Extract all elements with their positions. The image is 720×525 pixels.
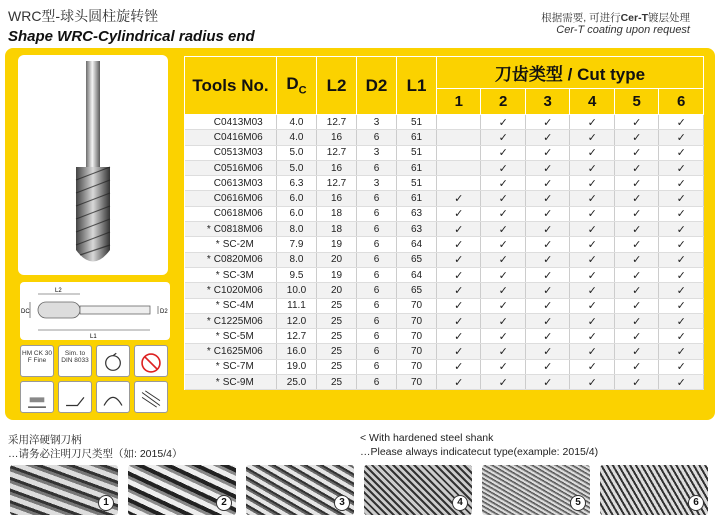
table-row [185, 313, 704, 328]
cell-cut-5: ✓ [614, 115, 658, 130]
cell-cut-3: ✓ [525, 298, 569, 313]
cut-type-number: 1 [98, 495, 114, 511]
cell-cut-4: ✓ [570, 160, 614, 175]
diagram-label-l2: L2 [55, 288, 62, 294]
cell-cut-1 [437, 145, 481, 160]
type-note-cn: …请务必注明刀尺类型（如: 2015/4） [8, 448, 183, 460]
recommended-star: * [206, 315, 211, 327]
table-row [185, 222, 704, 237]
cell-cut-2: ✓ [481, 160, 525, 175]
table-row [185, 359, 704, 374]
header-cut-5: 5 [614, 89, 658, 115]
cell-cut-3: ✓ [525, 313, 569, 328]
cell-cut-1: ✓ [437, 344, 481, 359]
cell-cut-5: ✓ [614, 252, 658, 267]
cell-dc: 10.0 [277, 283, 317, 298]
cell-cut-3: ✓ [525, 191, 569, 206]
cell-cut-2: ✓ [481, 191, 525, 206]
header-cut-6: 6 [659, 89, 704, 115]
cell-cut-4: ✓ [570, 283, 614, 298]
cell-cut-1: ✓ [437, 206, 481, 221]
cell-d2: 6 [357, 237, 397, 252]
cell-cut-3: ✓ [525, 375, 569, 390]
cell-cut-3: ✓ [525, 160, 569, 175]
tool-number: C0820M06 [213, 254, 263, 266]
cell-cut-6: ✓ [659, 313, 704, 328]
cell-cut-2: ✓ [481, 222, 525, 237]
cell-l2: 16 [317, 191, 357, 206]
cell-dc: 4.0 [277, 115, 317, 130]
cell-cut-5: ✓ [614, 359, 658, 374]
cut-type-sample-6 [600, 465, 708, 515]
title-cn: WRC型-球头圆柱旋转锉 [8, 8, 159, 24]
cell-cut-5: ✓ [614, 313, 658, 328]
table-row [185, 375, 704, 390]
cell-dc: 6.3 [277, 176, 317, 191]
cell-cut-1: ✓ [437, 283, 481, 298]
cell-l2: 19 [317, 237, 357, 252]
cell-cut-3: ✓ [525, 222, 569, 237]
cell-l1: 51 [397, 115, 437, 130]
cell-cut-4: ✓ [570, 252, 614, 267]
cell-tool-no [185, 313, 277, 328]
recommended-star: * [206, 223, 211, 235]
cell-d2: 6 [357, 267, 397, 282]
cell-cut-2: ✓ [481, 283, 525, 298]
recommended-star: * [215, 239, 220, 251]
cell-cut-5: ✓ [614, 145, 658, 160]
tool-number: C0413M03 [213, 116, 263, 128]
tool-number: SC-9M [222, 376, 254, 388]
cell-tool-no [185, 115, 277, 130]
cell-tool-no [185, 252, 277, 267]
cell-cut-6: ✓ [659, 298, 704, 313]
cell-d2: 6 [357, 206, 397, 221]
cell-d2: 6 [357, 313, 397, 328]
cell-cut-3: ✓ [525, 237, 569, 252]
cell-cut-1: ✓ [437, 359, 481, 374]
cell-cut-1: ✓ [437, 375, 481, 390]
cell-tool-no [185, 298, 277, 313]
cell-l1: 70 [397, 298, 437, 313]
recommended-star: * [206, 254, 211, 266]
cell-cut-6: ✓ [659, 344, 704, 359]
header-dc [277, 57, 317, 115]
cell-l2: 18 [317, 222, 357, 237]
cell-cut-6: ✓ [659, 222, 704, 237]
title-en: Shape WRC-Cylindrical radius end [8, 28, 255, 45]
tool-number: SC-7M [222, 361, 254, 373]
cell-l2: 25 [317, 359, 357, 374]
cell-cut-5: ✓ [614, 191, 658, 206]
cell-cut-1: ✓ [437, 298, 481, 313]
cell-cut-4: ✓ [570, 176, 614, 191]
cell-cut-6: ✓ [659, 359, 704, 374]
cell-cut-3: ✓ [525, 252, 569, 267]
contour-icon [96, 381, 130, 413]
tool-number: C0818M06 [213, 223, 263, 235]
cell-l2: 25 [317, 375, 357, 390]
cell-dc: 4.0 [277, 130, 317, 145]
table-row [185, 176, 704, 191]
cell-dc: 7.9 [277, 237, 317, 252]
cell-cut-1 [437, 160, 481, 175]
cell-cut-3: ✓ [525, 130, 569, 145]
cell-cut-2: ✓ [481, 176, 525, 191]
cell-cut-2: ✓ [481, 298, 525, 313]
table-row [185, 252, 704, 267]
cell-cut-6: ✓ [659, 206, 704, 221]
cell-cut-3: ✓ [525, 267, 569, 282]
cell-cut-6: ✓ [659, 115, 704, 130]
table-row [185, 191, 704, 206]
cell-tool-no [185, 206, 277, 221]
cell-cut-3: ✓ [525, 344, 569, 359]
cell-tool-no [185, 329, 277, 344]
recommended-star: * [215, 376, 220, 388]
cell-cut-4: ✓ [570, 344, 614, 359]
shank-note-cn: 采用淬硬钢刀柄 [8, 434, 82, 446]
cell-cut-1: ✓ [437, 191, 481, 206]
cell-cut-3: ✓ [525, 283, 569, 298]
cell-d2: 6 [357, 283, 397, 298]
table-row [185, 160, 704, 175]
table-row [185, 237, 704, 252]
cell-dc: 8.0 [277, 252, 317, 267]
cell-cut-1: ✓ [437, 329, 481, 344]
cell-tool-no [185, 344, 277, 359]
cell-cut-4: ✓ [570, 359, 614, 374]
cell-l2: 20 [317, 283, 357, 298]
coating-note-cn-suffix: 镀层处理 [648, 12, 690, 24]
cell-cut-2: ✓ [481, 329, 525, 344]
cell-tool-no [185, 222, 277, 237]
cell-cut-4: ✓ [570, 329, 614, 344]
cell-l1: 61 [397, 160, 437, 175]
cell-cut-2: ✓ [481, 115, 525, 130]
cell-d2: 6 [357, 252, 397, 267]
cell-dc: 6.0 [277, 191, 317, 206]
recommended-star: * [215, 300, 220, 312]
cell-tool-no [185, 130, 277, 145]
cell-cut-4: ✓ [570, 313, 614, 328]
cell-l1: 64 [397, 267, 437, 282]
cell-cut-6: ✓ [659, 145, 704, 160]
cell-dc: 11.1 [277, 298, 317, 313]
cell-tool-no [185, 176, 277, 191]
cell-cut-2: ✓ [481, 130, 525, 145]
cell-l1: 51 [397, 145, 437, 160]
tool-number: C0416M06 [213, 131, 263, 143]
header-cut-3: 3 [525, 89, 569, 115]
cell-dc: 5.0 [277, 145, 317, 160]
hm-material-icon: HM CK 30 F Fine [20, 345, 54, 377]
cut-type-number: 6 [688, 495, 704, 511]
cell-d2: 6 [357, 344, 397, 359]
cell-cut-4: ✓ [570, 191, 614, 206]
tool-number: SC-2M [222, 239, 254, 251]
cell-cut-1 [437, 115, 481, 130]
cell-l1: 63 [397, 222, 437, 237]
cell-cut-2: ✓ [481, 375, 525, 390]
header-cut-4: 4 [570, 89, 614, 115]
recommended-star: * [206, 346, 211, 358]
cell-tool-no [185, 237, 277, 252]
cell-dc: 5.0 [277, 160, 317, 175]
header-dc-sub: C [298, 84, 307, 97]
cell-cut-5: ✓ [614, 237, 658, 252]
cell-tool-no [185, 145, 277, 160]
cell-cut-5: ✓ [614, 283, 658, 298]
cell-cut-2: ✓ [481, 359, 525, 374]
cell-l2: 12.7 [317, 115, 357, 130]
coating-note-en: Cer-T coating upon request [556, 24, 690, 36]
din-standard-icon: Sim. to DIN 8033 [58, 345, 92, 377]
shank-note-en: < With hardened steel shank [360, 432, 494, 444]
table-row [185, 145, 704, 160]
coating-note-cn-bold: Cer-T [620, 12, 648, 24]
cell-d2: 6 [357, 329, 397, 344]
header-tools-no: Tools No. [185, 57, 277, 115]
table-row [185, 267, 704, 282]
cell-cut-5: ✓ [614, 375, 658, 390]
cell-cut-3: ✓ [525, 145, 569, 160]
diagram-label-dc: DC [21, 309, 30, 315]
cell-cut-6: ✓ [659, 375, 704, 390]
cell-cut-1 [437, 130, 481, 145]
header-l2: L2 [317, 57, 357, 115]
cell-l1: 70 [397, 313, 437, 328]
table-row [185, 130, 704, 145]
cell-cut-5: ✓ [614, 298, 658, 313]
tool-number: C0513M03 [213, 147, 263, 159]
tool-number: SC-4M [222, 300, 254, 312]
cell-cut-2: ✓ [481, 206, 525, 221]
cell-cut-6: ✓ [659, 252, 704, 267]
cut-type-sample-5 [482, 465, 590, 515]
cell-cut-3: ✓ [525, 359, 569, 374]
type-note-en: …Please always indicatecut type(example: 2015/4) [360, 446, 599, 458]
diagram-label-d2: D2 [160, 309, 168, 315]
cell-l2: 19 [317, 267, 357, 282]
table-row [185, 298, 704, 313]
cell-cut-6: ✓ [659, 176, 704, 191]
cell-l2: 16 [317, 160, 357, 175]
cell-l2: 25 [317, 329, 357, 344]
cell-cut-5: ✓ [614, 222, 658, 237]
coating-note-cn [541, 10, 690, 25]
cell-cut-4: ✓ [570, 222, 614, 237]
spec-icons [20, 345, 170, 415]
cell-cut-6: ✓ [659, 237, 704, 252]
cell-cut-3: ✓ [525, 115, 569, 130]
cell-d2: 6 [357, 222, 397, 237]
recommended-star: * [215, 330, 220, 342]
cell-tool-no [185, 283, 277, 298]
cell-dc: 16.0 [277, 344, 317, 359]
cell-cut-3: ✓ [525, 329, 569, 344]
cell-l1: 65 [397, 283, 437, 298]
cell-tool-no [185, 267, 277, 282]
cell-cut-5: ✓ [614, 176, 658, 191]
cell-l2: 20 [317, 252, 357, 267]
cell-l1: 64 [397, 237, 437, 252]
tool-number: C1020M06 [213, 284, 263, 296]
cell-cut-2: ✓ [481, 344, 525, 359]
table-row [185, 115, 704, 130]
cell-tool-no [185, 160, 277, 175]
cell-l1: 51 [397, 176, 437, 191]
cut-type-number: 2 [216, 495, 232, 511]
cut-type-sample-2 [128, 465, 236, 515]
chamfer-icon [58, 381, 92, 413]
cell-l2: 18 [317, 206, 357, 221]
cell-l1: 65 [397, 252, 437, 267]
cut-type-sample-4 [364, 465, 472, 515]
tool-number: SC-5M [222, 330, 254, 342]
coating-note-cn-prefix: 根据需要, 可进行 [541, 12, 621, 24]
cell-tool-no [185, 375, 277, 390]
cell-d2: 6 [357, 160, 397, 175]
cell-l2: 25 [317, 313, 357, 328]
cell-dc: 9.5 [277, 267, 317, 282]
cell-d2: 6 [357, 298, 397, 313]
cell-dc: 12.0 [277, 313, 317, 328]
dimension-diagram [20, 282, 170, 340]
cell-cut-5: ✓ [614, 206, 658, 221]
cell-cut-6: ✓ [659, 283, 704, 298]
cell-cut-1: ✓ [437, 237, 481, 252]
header-cut-type: 刀齿类型 / Cut type [437, 57, 704, 89]
cell-tool-no [185, 191, 277, 206]
tool-number: C0516M06 [213, 162, 263, 174]
cell-l2: 25 [317, 344, 357, 359]
recommended-star: * [206, 284, 211, 296]
cell-cut-6: ✓ [659, 191, 704, 206]
cell-cut-6: ✓ [659, 130, 704, 145]
cell-l1: 61 [397, 191, 437, 206]
cell-d2: 6 [357, 359, 397, 374]
cell-cut-2: ✓ [481, 237, 525, 252]
cell-cut-1: ✓ [437, 222, 481, 237]
cell-dc: 25.0 [277, 375, 317, 390]
diagram-label-l1: L1 [90, 334, 97, 340]
cell-cut-2: ✓ [481, 145, 525, 160]
cell-dc: 8.0 [277, 222, 317, 237]
cell-l2: 12.7 [317, 176, 357, 191]
cell-cut-4: ✓ [570, 130, 614, 145]
cell-l1: 70 [397, 359, 437, 374]
cell-cut-4: ✓ [570, 267, 614, 282]
cell-l1: 70 [397, 329, 437, 344]
table-row [185, 344, 704, 359]
cell-cut-4: ✓ [570, 375, 614, 390]
cell-l2: 12.7 [317, 145, 357, 160]
cell-cut-6: ✓ [659, 267, 704, 282]
header-l1: L1 [397, 57, 437, 115]
cut-type-number: 3 [334, 495, 350, 511]
tool-number: C0613M03 [213, 177, 263, 189]
cell-cut-1: ✓ [437, 313, 481, 328]
no-hardened-icon [134, 345, 168, 377]
cell-d2: 6 [357, 130, 397, 145]
recommended-star: * [215, 361, 220, 373]
cell-d2: 3 [357, 145, 397, 160]
cell-cut-2: ✓ [481, 252, 525, 267]
tool-number: C0618M06 [213, 208, 263, 220]
deburr-icon [20, 381, 54, 413]
cell-l2: 16 [317, 130, 357, 145]
cut-type-number: 5 [570, 495, 586, 511]
cell-cut-2: ✓ [481, 267, 525, 282]
tool-number: SC-3M [222, 269, 254, 281]
header-d2: D2 [357, 57, 397, 115]
rpm-icon [96, 345, 130, 377]
cell-cut-4: ✓ [570, 206, 614, 221]
cell-d2: 3 [357, 176, 397, 191]
cell-cut-4: ✓ [570, 237, 614, 252]
cell-tool-no [185, 359, 277, 374]
cell-cut-1 [437, 176, 481, 191]
tool-number: C1225M06 [213, 315, 263, 327]
cell-l1: 61 [397, 130, 437, 145]
table-row [185, 206, 704, 221]
cut-type-sample-3 [246, 465, 354, 515]
cell-l2: 25 [317, 298, 357, 313]
cell-cut-5: ✓ [614, 160, 658, 175]
cell-cut-5: ✓ [614, 344, 658, 359]
surface-icon [134, 381, 168, 413]
tool-number: C1625M06 [213, 346, 263, 358]
cell-cut-4: ✓ [570, 145, 614, 160]
cell-l1: 70 [397, 344, 437, 359]
cut-type-number: 4 [452, 495, 468, 511]
header-cut-2: 2 [481, 89, 525, 115]
cell-dc: 19.0 [277, 359, 317, 374]
cell-d2: 6 [357, 375, 397, 390]
cell-cut-1: ✓ [437, 252, 481, 267]
table-row [185, 283, 704, 298]
recommended-star: * [215, 269, 220, 281]
header-cut-1: 1 [437, 89, 481, 115]
cell-d2: 3 [357, 115, 397, 130]
tool-photo [18, 55, 168, 275]
cell-cut-3: ✓ [525, 206, 569, 221]
cell-cut-5: ✓ [614, 130, 658, 145]
cell-cut-4: ✓ [570, 298, 614, 313]
cell-d2: 6 [357, 191, 397, 206]
header-dc-main: D [286, 74, 299, 94]
table-row [185, 329, 704, 344]
cell-l1: 63 [397, 206, 437, 221]
tool-number: C0616M06 [213, 193, 263, 205]
cell-cut-5: ✓ [614, 267, 658, 282]
spec-table [184, 56, 704, 390]
cell-cut-1: ✓ [437, 267, 481, 282]
cell-dc: 12.7 [277, 329, 317, 344]
cell-cut-6: ✓ [659, 329, 704, 344]
cell-dc: 6.0 [277, 206, 317, 221]
cell-cut-4: ✓ [570, 115, 614, 130]
cell-cut-6: ✓ [659, 160, 704, 175]
cell-cut-3: ✓ [525, 176, 569, 191]
cell-cut-2: ✓ [481, 313, 525, 328]
cell-l1: 70 [397, 375, 437, 390]
cut-type-sample-1 [10, 465, 118, 515]
cell-cut-5: ✓ [614, 329, 658, 344]
